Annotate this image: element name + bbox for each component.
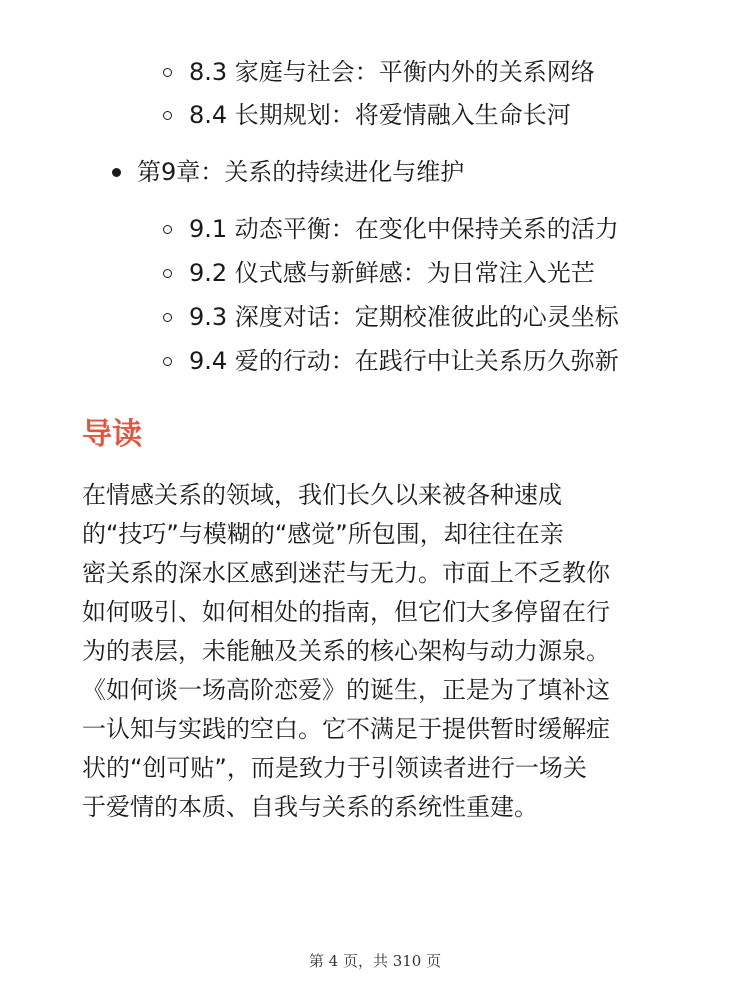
hollow-bullet-icon	[163, 357, 172, 366]
filled-bullet-icon	[112, 168, 121, 177]
toc-section-9-1[interactable]	[163, 214, 619, 244]
toc-section-9-4[interactable]	[163, 346, 619, 376]
hollow-bullet-icon	[163, 111, 172, 120]
toc-section-label: 8.4 长期规划：将爱情融入生命长河	[189, 101, 571, 129]
intro-line: 密关系的深水区感到迷茫与无力。市面上不乏教你	[82, 559, 610, 587]
toc-section-label: 9.1 动态平衡：在变化中保持关系的活力	[189, 215, 619, 243]
toc-section-label: 9.2 仪式感与新鲜感：为日常注入光芒	[189, 259, 595, 287]
toc-chapter-9[interactable]	[112, 157, 464, 187]
intro-paragraph	[82, 476, 682, 827]
toc-section-label: 8.3 家庭与社会：平衡内外的关系网络	[189, 58, 595, 86]
page-number-footer: 第 4 页，共 310 页	[308, 952, 442, 970]
toc-section-label: 9.3 深度对话：定期校准彼此的心灵坐标	[189, 303, 619, 331]
toc-chapter-label: 第9章：关系的持续进化与维护	[137, 158, 465, 186]
intro-line: 于爱情的本质、自我与关系的系统性重建。	[82, 793, 538, 821]
intro-line: 的“技巧”与模糊的“感觉”所包围，却往往在亲	[82, 520, 564, 548]
intro-line: 一认知与实践的空白。它不满足于提供暂时缓解症	[82, 715, 610, 743]
intro-line: 状的“创可贴”，而是致力于引领读者进行一场关	[82, 754, 587, 782]
hollow-bullet-icon	[163, 225, 172, 234]
toc-section-label: 9.4 爱的行动：在践行中让关系历久弥新	[189, 347, 619, 375]
hollow-bullet-icon	[163, 269, 172, 278]
toc-section-8-4[interactable]	[163, 100, 571, 130]
hollow-bullet-icon	[163, 313, 172, 322]
intro-line: 如何吸引、如何相处的指南，但它们大多停留在行	[82, 598, 610, 626]
toc-section-9-3[interactable]	[163, 302, 619, 332]
intro-line: 为的表层，未能触及关系的核心架构与动力源泉。	[82, 637, 610, 665]
toc-section-8-3[interactable]	[163, 57, 595, 87]
intro-line: 《如何谈一场高阶恋爱》的诞生，正是为了填补这	[82, 676, 610, 704]
hollow-bullet-icon	[163, 68, 172, 77]
section-heading-intro: 导读	[82, 417, 142, 452]
toc-section-9-2[interactable]	[163, 258, 595, 288]
intro-line: 在情感关系的领域，我们长久以来被各种速成	[82, 481, 562, 509]
